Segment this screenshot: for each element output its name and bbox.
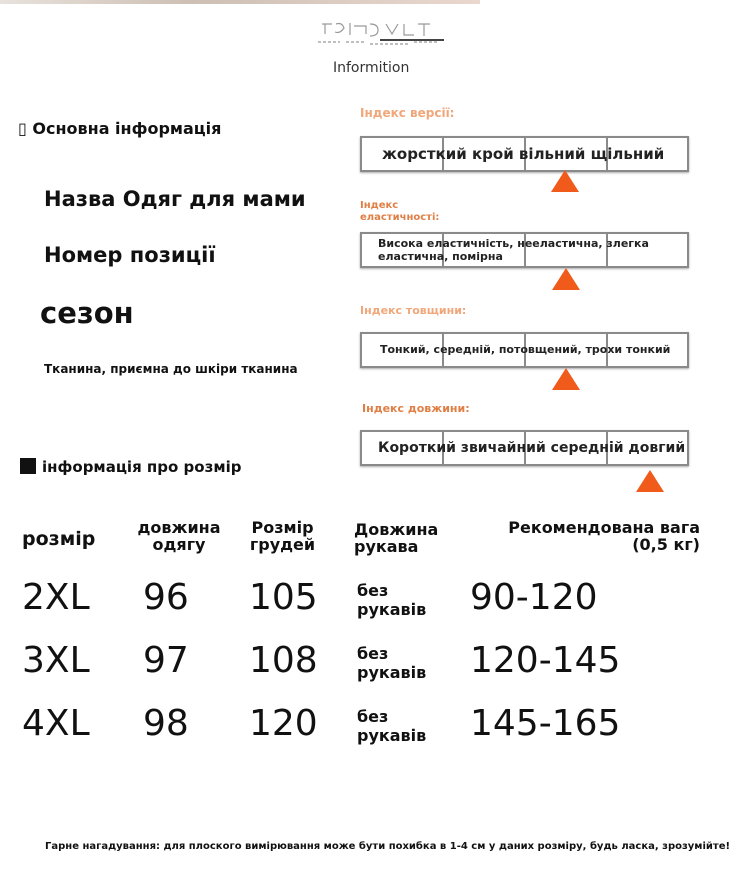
top-divider [0, 0, 480, 4]
row-bust: 108 [249, 640, 318, 681]
col-header-size: розмір [22, 528, 96, 550]
product-name: Назва Одяг для мами [44, 187, 306, 211]
row-sleeve: без рукавів [357, 581, 427, 619]
col-header-bust: Розмір грудей [249, 518, 316, 554]
thickness-index-marker [552, 368, 580, 390]
thickness-index-scale [360, 332, 689, 368]
row-weight: 120-145 [470, 640, 621, 681]
elasticity-index-text: Висока еластичність, нееластична, злегка еластична, помірна [378, 237, 649, 263]
size-info-heading [20, 458, 241, 476]
square-bullet-icon [20, 458, 36, 474]
version-index-text: жорсткий крой вільний щільний [382, 145, 665, 163]
thickness-index-label: Індекс товщини: [360, 304, 467, 317]
row-weight: 90-120 [470, 577, 598, 618]
version-index-marker [551, 170, 579, 192]
col-header-weight: Рекомендована вага (0,5 кг) [508, 518, 700, 554]
row-sleeve: без рукавів [357, 644, 427, 682]
fabric-description: Тканина, приємна до шкіри тканина [44, 362, 298, 376]
row-weight: 145-165 [470, 703, 621, 744]
item-number: Номер позиції [44, 243, 216, 267]
row-length: 96 [143, 577, 189, 618]
row-length: 97 [143, 640, 189, 681]
row-size: 3XL [22, 640, 90, 681]
elasticity-index-label: Індекс еластичності: [360, 200, 440, 223]
length-index-marker [636, 470, 664, 492]
length-index-scale [360, 430, 689, 466]
row-sleeve: без рукавів [357, 707, 427, 745]
elasticity-index-scale [360, 232, 689, 268]
length-index-text: Короткий звичайний середній довгий [378, 440, 686, 456]
basic-info-heading: ▯ Основна інформація [18, 119, 222, 138]
col-header-length: довжина одягу [137, 518, 221, 554]
col-header-sleeve: Довжина рукава [354, 520, 439, 556]
version-index-scale [360, 136, 689, 172]
measurement-note: Гарне нагадування: для плоского вимірювання може бути похибка в 1-4 см у даних розміру, будь ласка, зрозумійте! [45, 841, 731, 852]
row-bust: 105 [249, 577, 318, 618]
brand-logo [310, 18, 445, 54]
row-size: 2XL [22, 577, 90, 618]
thickness-index-text: Тонкий, середній, потовщений, трохи тонкий [380, 343, 671, 356]
row-bust: 120 [249, 703, 318, 744]
size-info-heading-text: інформація про розмір [42, 458, 242, 476]
row-length: 98 [143, 703, 189, 744]
row-size: 4XL [22, 703, 90, 744]
elasticity-index-marker [552, 268, 580, 290]
version-index-label: Індекс версії: [360, 106, 455, 120]
season: сезон [40, 296, 134, 330]
header-subtitle: Informition [333, 60, 410, 76]
length-index-label: Індекс довжини: [362, 402, 470, 415]
